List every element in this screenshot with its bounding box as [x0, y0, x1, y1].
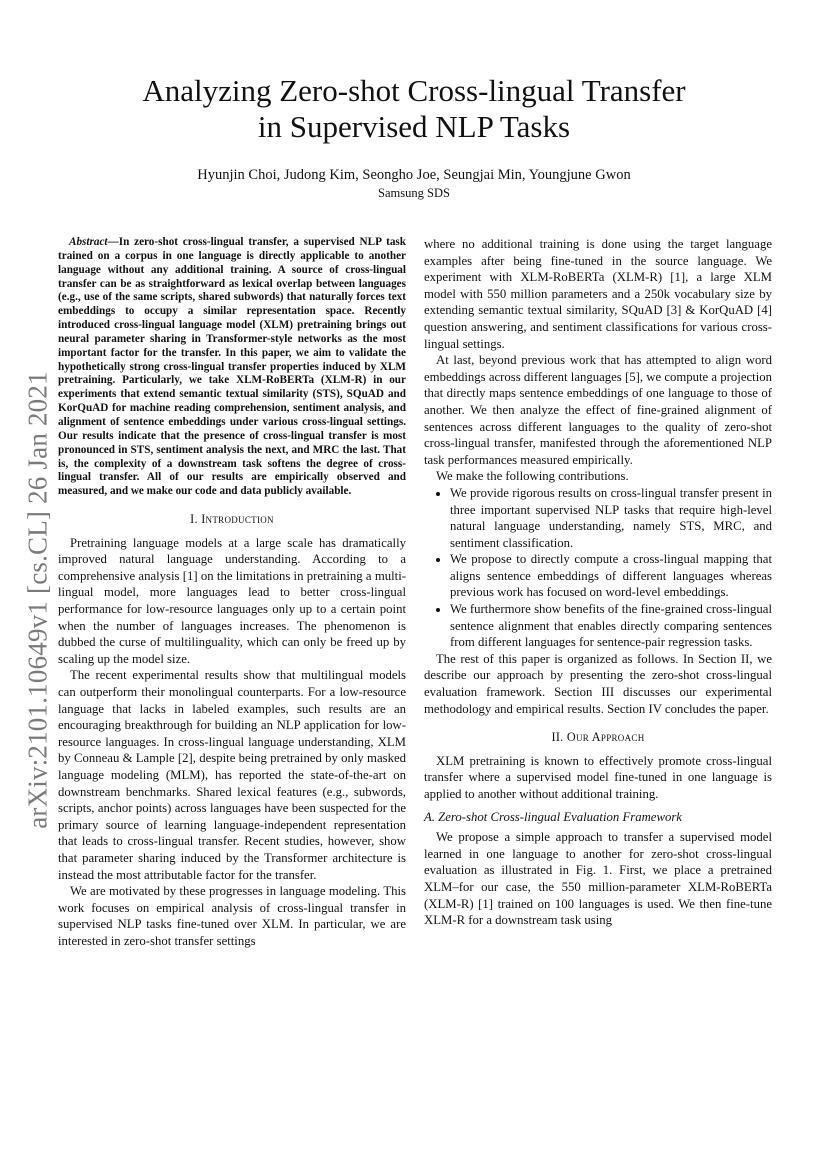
paper-title — [0, 73, 828, 145]
right-paragraph-3: We make the following contributions. — [436, 469, 629, 484]
arxiv-identifier: arXiv:2101.10649v1 [cs.CL] 26 Jan 2021 — [22, 371, 53, 829]
affiliation: Samsung SDS — [378, 186, 450, 200]
list-item: • We furthermore show benefits of the fine-grained cross-lingual sentence alignment that enables directly comparing sentences from different languages for sentence-pair regression tasks. — [450, 601, 772, 651]
right-paragraph-4: The rest of this paper is organized as follows. In Section II, we describe our approach by presenting the zero-shot cross-lingual evaluation framework. Section III discusses our experimental methodology and empirical results. Section IV concludes the paper. — [424, 651, 772, 716]
section-title: Our Approach — [566, 730, 645, 745]
title-line-1: Analyzing Zero-shot Cross-lingual Transfer — [142, 73, 686, 108]
section-number: I. — [190, 512, 198, 527]
left-column — [58, 236, 406, 949]
right-paragraph-2: At last, beyond previous work that has attempted to align word embeddings across different languages [5], we compute a projection that directly maps sentence embeddings of one language to those of another. We then analyze the effect of fine-grained alignment of sentences across different languages to the quality of zero-shot cross-lingual transfer, manifested through the aforementioned NLP task performances measured empirically. — [424, 353, 772, 467]
intro-paragraph-3: We are motivated by these progresses in language modeling. This work focuses on empirical analysis of cross-lingual transfer in supervised NLP tasks fine-tuned over XLM. In particular, we are interested in zero-shot transfer settings — [58, 884, 406, 948]
subsection-heading: A. Zero-shot Cross-lingual Evaluation Framework — [424, 809, 682, 824]
section-number: II. — [551, 730, 564, 745]
title-line-2: in Supervised NLP Tasks — [257, 109, 571, 144]
contributions-list — [424, 485, 772, 651]
right-column — [424, 236, 772, 929]
arxiv-sidebar — [18, 340, 58, 860]
section-heading-introduction — [58, 511, 406, 528]
section-heading-approach — [424, 729, 772, 746]
author-list: Hyunjin Choi, Judong Kim, Seongho Joe, Seungjai Min, Youngjune Gwon — [197, 167, 631, 183]
approach-paragraph-2: We propose a simple approach to transfer a supervised model learned in one language to another for zero-shot cross-lingual evaluation as illustrated in Fig. 1. First, we place a pretrained XLM–for our case, the 550 million-parameter XLM-RoBERTa (XLM-R) [1] trained on 100 languages is used. We then fine-tune XLM-R for a downstream task using — [424, 830, 772, 928]
abstract: Abstract—In zero-shot cross-lingual transfer, a supervised NLP task trained on a corpus in one language is directly applicable to another language without any additional training. A source of cross-lingual transfer can be as straightforward as lexical overlap between languages (e.g., use of the same scripts, shared subwords) that naturally forces text embeddings to occupy a similar representation space. Recently introduced cross-lingual language model (XLM) pretraining brings out neural parameter sharing in Transformer-style networks as the most important factor for the transfer. In this paper, we aim to validate the hypothetically strong cross-lingual transfer properties induced by XLM pretraining. Particularly, we take XLM-RoBERTa (XLM-R) in our experiments that extend semantic textual similarity (STS), SQuAD and KorQuAD for machine reading comprehension, sentiment analysis, and alignment of sentence embeddings under various cross-lingual settings. Our results indicate that the presence of cross-lingual transfer is most pronounced in STS, sentiment analysis the next, and MRC the last. That is, the complexity of a downstream task softens the degree of cross-lingual transfer. All of our results are empirically observed and measured, and we make our code and data publicly available. — [58, 236, 406, 498]
list-item: • We provide rigorous results on cross-lingual transfer present in three important supervised NLP tasks that require high-level natural language understanding, namely STS, MRC, and sentiment classification. — [450, 485, 772, 551]
abstract-text: In zero-shot cross-lingual transfer, a supervised NLP task trained on a corpus in one language is directly applicable to another language without any additional training. A source of cross-lingual transfer can be as straightforward as lexical overlap between languages (e.g., use of the same scripts, shared subwords) that naturally forces text embeddings to occupy a similar representation space. Recently introduced cross-lingual language model (XLM) pretraining brings out neural parameter sharing in Transformer-style networks as the most important factor for the transfer. In this paper, we aim to validate the hypothetically strong cross-lingual transfer properties induced by XLM pretraining. Particularly, we take XLM-RoBERTa (XLM-R) in our experiments that extend semantic textual similarity (STS), SQuAD and KorQuAD for machine reading comprehension, sentiment analysis, and alignment of sentence embeddings under various cross-lingual settings. Our results indicate that the presence of cross-lingual transfer is most pronounced in STS, sentiment analysis the next, and MRC the last. That is, the complexity of a downstream task softens the degree of cross-lingual transfer. All of our results are empirically observed and measured, and we make our code and data publicly available. — [58, 236, 406, 498]
abstract-label: Abstract — [69, 236, 108, 248]
intro-paragraph-2: The recent experimental results show that multilingual models can outperform their monolingual counterparts. For a low-resource language that lacks in labeled examples, such results are an encouraging breakthrough for building an NLP application for low-resource languages. In cross-lingual language understanding, XLM by Conneau & Lample [2], despite being pretrained by only masked language modeling (MLM), has reported the state-of-the-art on downstream benchmarks. Shared lexical features (e.g., subwords, scripts, anchor points) across languages have been suspected for the primary source of learning language-independent representation that leads to cross-lingual transfer. Recent studies, however, show that parameter sharing induced by the Transformer architecture is instead the most attributable factor for the transfer. — [58, 668, 406, 882]
right-paragraph-1: where no additional training is done using the target language examples after being fine-tuned in the source language. We experiment with XLM-RoBERTa (XLM-R) [1], a large XLM model with 550 million parameters and a 250k vocabulary size by extending semantic textual similarity, SQuAD [3] & KorQuAD [4] question answering, and sentiment classifications for various cross-lingual settings. — [424, 237, 772, 351]
intro-paragraph-1: Pretraining language models at a large scale has dramatically improved natural language understanding. According to a comprehensive analysis [1] on the limitations in pretraining a multi-lingual model, more languages lead to better cross-lingual performance for low-resource languages only up to a certain point when the number of languages increases. The phenomenon is dubbed the curse of multilinguality, which can only be freed up by scaling up the model size. — [58, 535, 406, 666]
section-title: Introduction — [201, 512, 274, 527]
list-item: • We propose to directly compute a cross-lingual mapping that aligns sentence embeddings of different languages whereas previous work has focused on word-level embeddings. — [450, 551, 772, 601]
approach-paragraph-1: XLM pretraining is known to effectively promote cross-lingual transfer where a supervised model fine-tuned in one language is applied to another without additional training. — [424, 753, 772, 801]
